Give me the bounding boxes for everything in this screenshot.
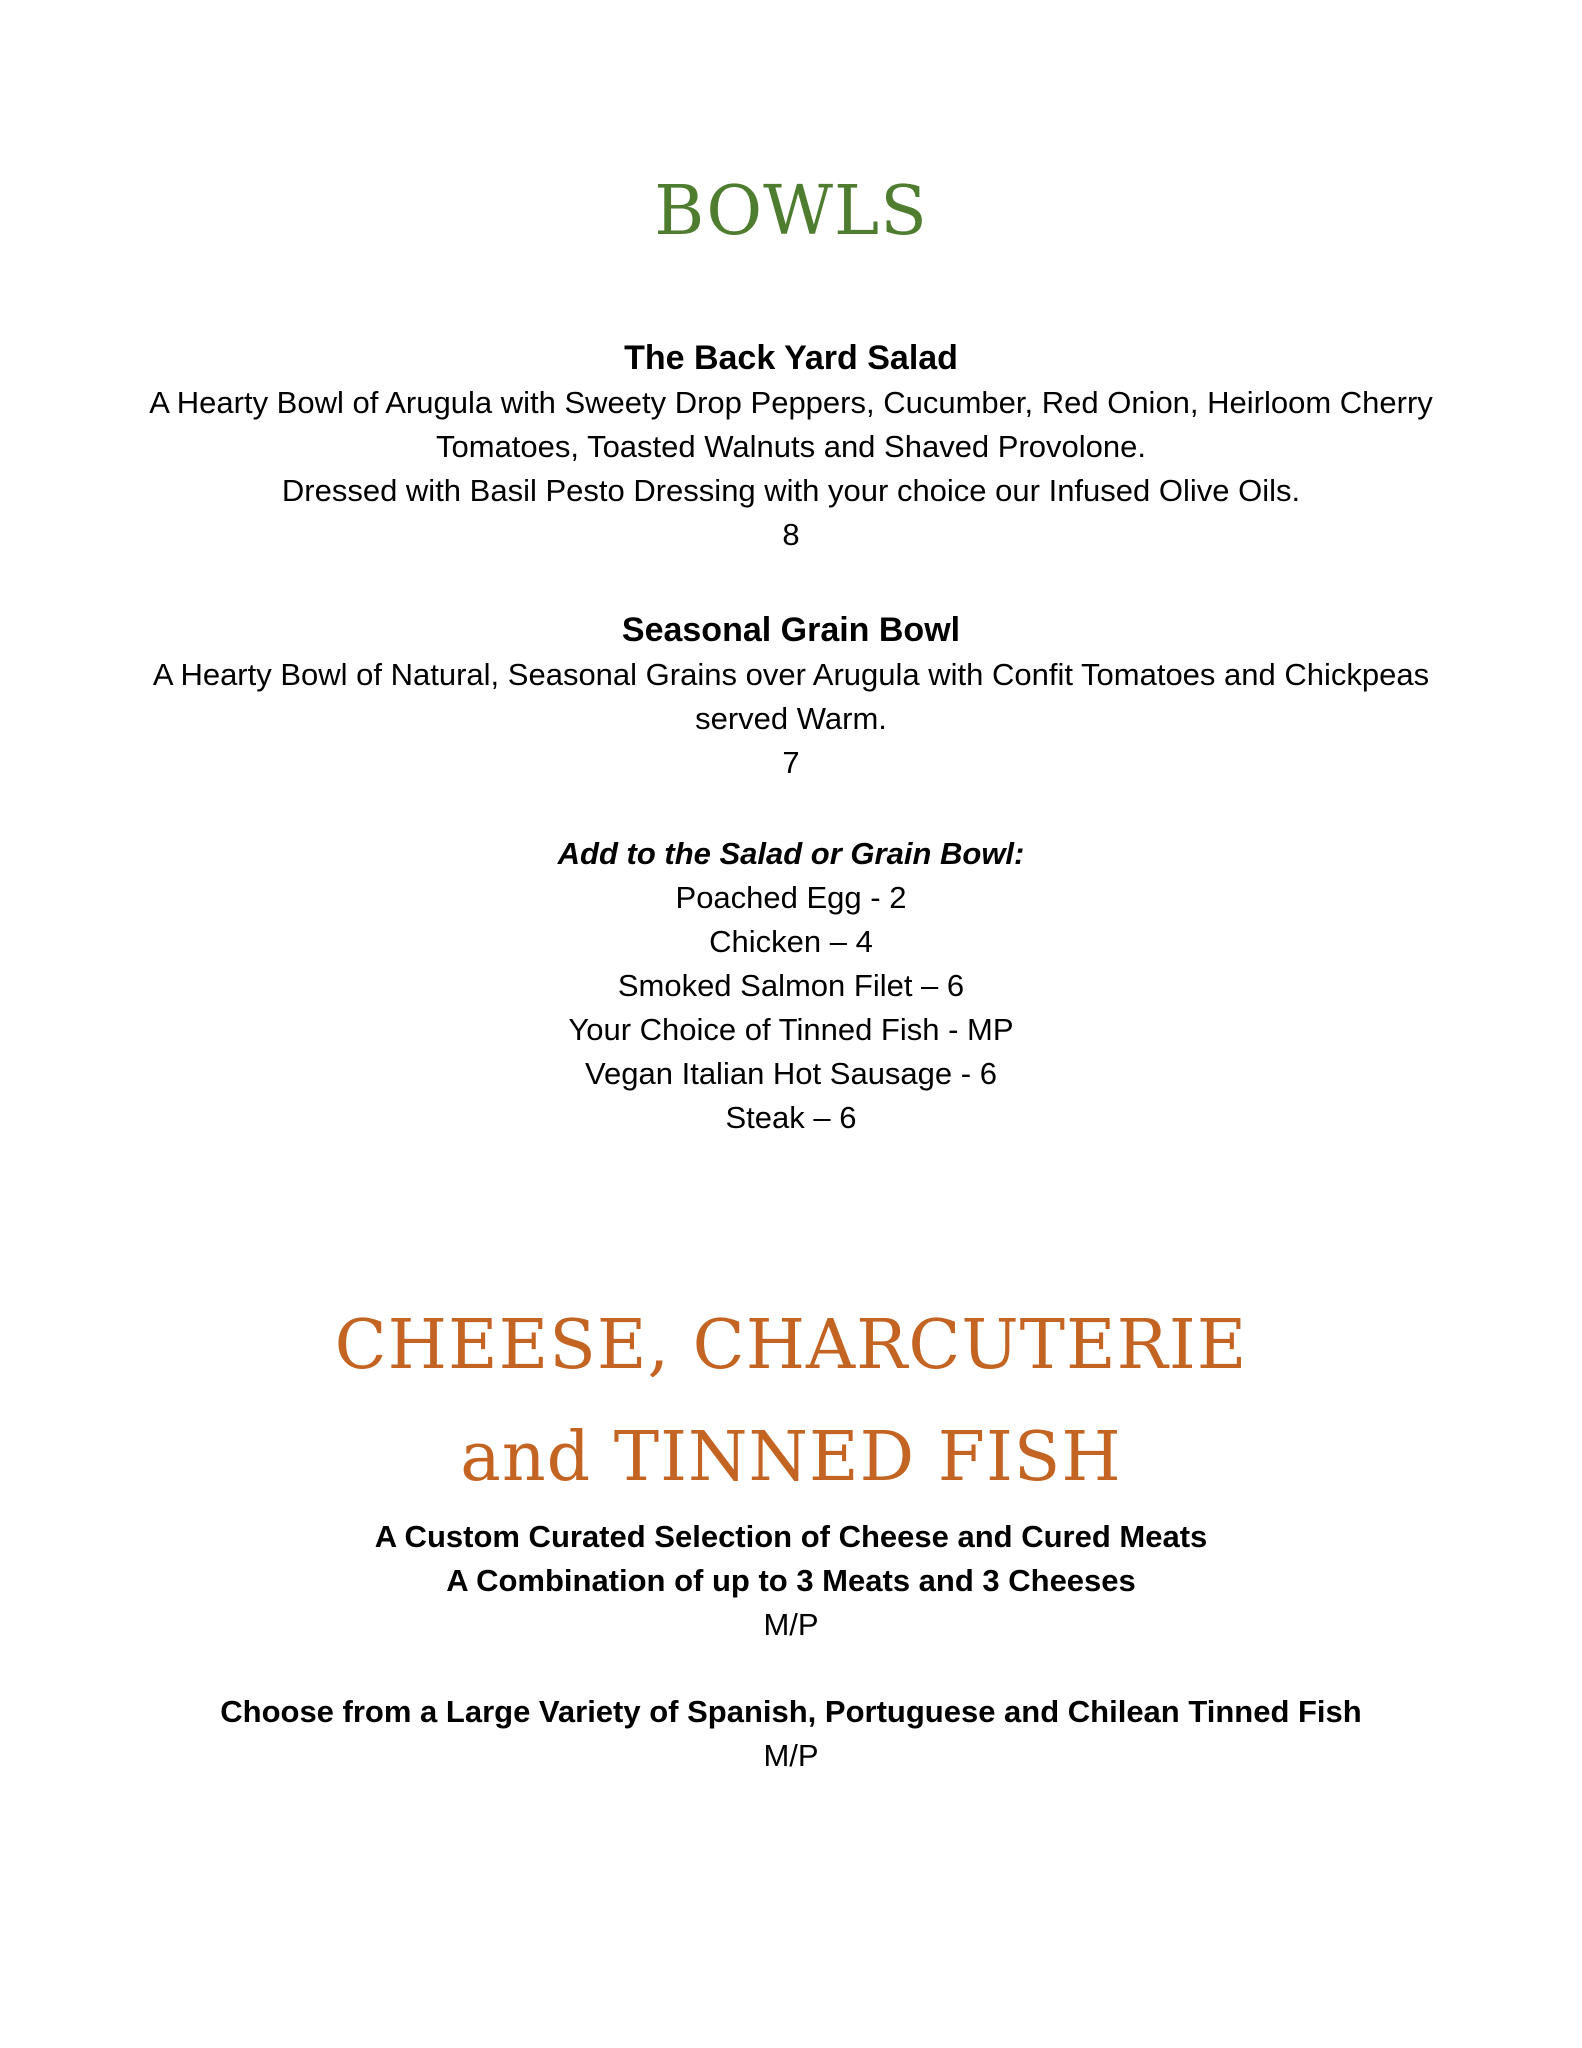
item-description-line: A Hearty Bowl of Arugula with Sweety Drop Peppers, Cucumber, Red Onion, Heirloom Cherry <box>149 385 1433 420</box>
bowls-title: BOWLS <box>654 172 928 251</box>
item-description-line: Dressed with Basil Pesto Dressing with your choice our Infused Olive Oils. <box>281 473 1301 508</box>
item-price: 7 <box>782 745 800 780</box>
addon-item: Steak – 6 <box>725 1100 857 1135</box>
cheese-charcuterie-title <box>0 1290 1582 1514</box>
item-line: A Combination of up to 3 Meats and 3 Cheeses <box>446 1563 1136 1598</box>
addons-heading: Add to the Salad or Grain Bowl: <box>557 836 1025 871</box>
addon-item: Vegan Italian Hot Sausage - 6 <box>585 1056 997 1091</box>
menu-item-back-yard-salad <box>90 335 1492 557</box>
addons-list <box>90 832 1492 1140</box>
addon-item: Poached Egg - 2 <box>675 880 907 915</box>
item-line: Choose from a Large Variety of Spanish, Portuguese and Chilean Tinned Fish <box>220 1694 1362 1729</box>
menu-item-cheese-selection <box>90 1515 1492 1647</box>
item-name: The Back Yard Salad <box>624 339 958 377</box>
item-price: M/P <box>763 1738 819 1773</box>
title-line: CHEESE, CHARCUTERIE <box>334 1306 1248 1385</box>
menu-item-tinned-fish <box>90 1690 1492 1778</box>
addon-item: Smoked Salmon Filet – 6 <box>617 968 965 1003</box>
title-line: and TINNED FISH <box>460 1418 1122 1497</box>
item-description-line: Tomatoes, Toasted Walnuts and Shaved Provolone. <box>436 429 1146 464</box>
item-price: M/P <box>763 1607 819 1642</box>
item-price: 8 <box>782 517 800 552</box>
item-name: Seasonal Grain Bowl <box>621 611 961 649</box>
addon-item: Your Choice of Tinned Fish - MP <box>568 1012 1014 1047</box>
item-line: A Custom Curated Selection of Cheese and Cured Meats <box>374 1519 1208 1554</box>
item-description-line: served Warm. <box>695 701 887 736</box>
menu-item-seasonal-grain-bowl <box>90 607 1492 785</box>
item-description-line: A Hearty Bowl of Natural, Seasonal Grains over Arugula with Confit Tomatoes and Chickpeas <box>152 657 1430 692</box>
addon-item: Chicken – 4 <box>709 924 873 959</box>
